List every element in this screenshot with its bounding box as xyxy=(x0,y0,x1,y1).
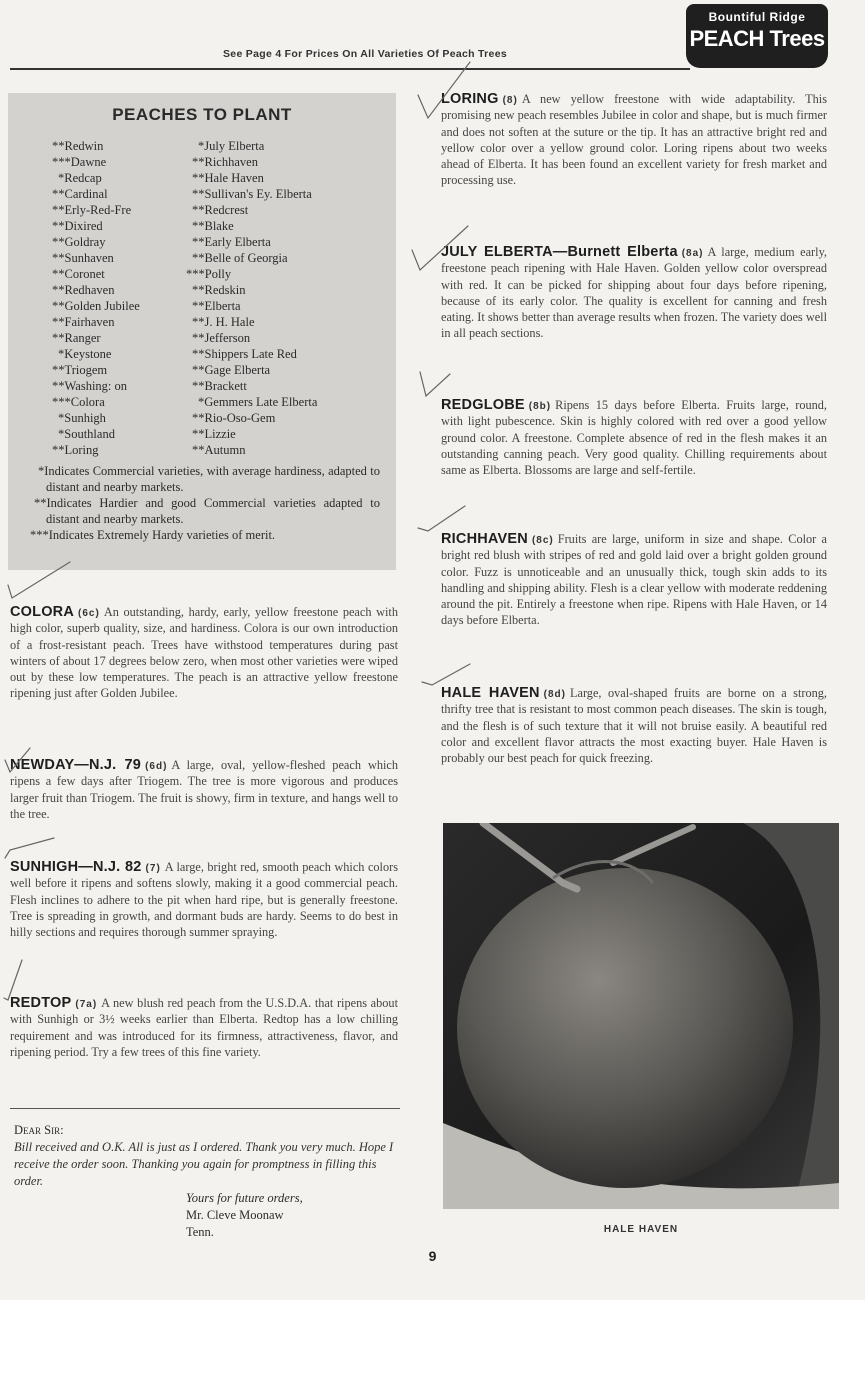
variety-item: **Lizzie xyxy=(192,427,236,441)
variety-description: Ripens 15 days before Elberta. Fruits large, round, with light pubescence. Skin is highly colored with red over a good yellow ground color. A freestone. Complete absence of red in the flesh makes it an outstanding canning peach. Very good quality. Chilling requirements about same as Elberta. Blossoms are large and self-fertile. xyxy=(441,398,827,478)
letter-body: Bill received and O.K. All is just as I ordered. Thank you very much. Hope I receive the order soon. Thanking you again for promptness in filling this order. xyxy=(14,1140,394,1188)
variety-item: **Redwin xyxy=(52,139,104,153)
variety-item: ***Polly xyxy=(186,267,232,281)
variety-item: **Coronet xyxy=(52,267,105,281)
variety-item: **Redhaven xyxy=(52,283,115,297)
variety-item: **Belle of Georgia xyxy=(192,251,288,265)
box-title: PEACHES TO PLANT xyxy=(112,105,292,124)
variety-item: *Sunhigh xyxy=(58,411,106,425)
check-mark-icon xyxy=(412,226,468,270)
variety-item: **Shippers Late Red xyxy=(192,347,297,361)
check-mark-icon xyxy=(420,372,450,396)
variety-description: Large, oval-shaped fruits are borne on a strong, thrifty tree that is resistant to most common peach diseases. The skin is tough, and the flesh is of such texture that it will not bruise easily. A beautiful red color and excellent flavor attracts the most exacting buyer. Hale Haven is probably our best peach for quick freezing. xyxy=(441,686,827,766)
letter-place: Tenn. xyxy=(186,1225,214,1239)
variety-name: NEWDAY—N.J. 79 xyxy=(10,757,142,773)
variety-item: **Jefferson xyxy=(192,331,251,345)
variety-description: A new yellow freestone with wide adaptability. This promising new peach resembles Jubilee in color and shape, but is much firmer and does not soften at the suture or the tip. It has an attractive bright red and yellow color over a yellow ground color. Loring ripens about two weeks ahead of Elberta. It has been found an excellent variety for fresh market and processing use. xyxy=(441,92,827,188)
legend-note: *Indicates Commercial varieties, with average hardiness, adapted to distant and nearby markets. xyxy=(38,464,380,494)
variety-item: **Ranger xyxy=(52,331,101,345)
variety-item: **Golden Jubilee xyxy=(52,299,140,313)
check-mark-icon xyxy=(418,506,465,531)
price-reference-header: See Page 4 For Prices On All Varieties Of Peach Trees xyxy=(223,48,507,60)
variety-item: **Redskin xyxy=(192,283,246,297)
variety-code: (6d) xyxy=(145,761,168,772)
variety-item: *Southland xyxy=(58,427,115,441)
variety-item: *Gemmers Late Elberta xyxy=(198,395,318,409)
variety-item: **Loring xyxy=(52,443,99,457)
variety-item: ***Colora xyxy=(52,395,105,409)
page-number: 9 xyxy=(428,1248,437,1264)
testimonial-letter xyxy=(14,1122,402,1241)
variety-name: COLORA xyxy=(10,604,75,620)
variety-item: **Hale Haven xyxy=(192,171,264,185)
variety-code: (8c) xyxy=(531,535,554,546)
logo-top-text: Bountiful Ridge xyxy=(708,10,806,24)
hale-haven-photo xyxy=(443,823,839,1209)
variety-name: HALE HAVEN xyxy=(441,685,540,701)
legend-note: ***Indicates Extremely Hardy varieties of merit. xyxy=(30,528,276,542)
variety-name: LORING xyxy=(441,91,499,107)
variety-description: A large, medium early, freestone peach ripening with Hale Haven. Golden yellow color overspread with red. It can be picked for shipping about four days before ripening, because of its early color. The quality is excellent for canning and fresh eating. It shows better than average results when frozen. The variety does well in all peach sections. xyxy=(441,245,827,341)
check-mark-icon xyxy=(422,664,470,685)
variety-description: A large, bright red, smooth peach which colors well before it ripens and softens slowly, making it a good commercial peach. Flesh inclines to adhere to the pit when hard ripe, but is generally freestone. Tree is spreading in growth, and dormant buds are hardy. Seems to do best in hilly sections and requires thorough summer spraying. xyxy=(10,860,398,940)
variety-code: (8) xyxy=(502,95,518,106)
variety-item: **Cardinal xyxy=(52,187,108,201)
variety-item: **Washing: on xyxy=(52,379,128,393)
variety-code: (8a) xyxy=(681,248,704,259)
variety-item: **Autumn xyxy=(192,443,246,457)
variety-name: REDGLOBE xyxy=(441,397,525,413)
variety-description: A large, oval, yellow-fleshed peach which ripens a few days after Triogem. The tree is more vigorous and produces larger fruit than Triogem. The fruit is showy, firm in texture, and hangs well to the tree. xyxy=(10,758,398,821)
peach-photo-illustration xyxy=(443,823,839,1209)
letter-salutation: Dear Sir: xyxy=(14,1123,64,1137)
letter-signature: Mr. Cleve Moonaw xyxy=(186,1208,284,1222)
variety-item: **Richhaven xyxy=(192,155,258,169)
legend-note: **Indicates Hardier and good Commercial varieties adapted to distant and nearby markets. xyxy=(34,496,380,526)
variety-item: **Triogem xyxy=(52,363,108,377)
check-mark-icon xyxy=(5,748,30,772)
variety-code: (8d) xyxy=(543,689,566,700)
variety-item: **Blake xyxy=(192,219,234,233)
variety-item: **Dixired xyxy=(52,219,103,233)
variety-name: REDTOP xyxy=(10,995,72,1011)
check-mark-icon xyxy=(4,960,22,1000)
variety-item: **Rio-Oso-Gem xyxy=(192,411,276,425)
variety-item: **Brackett xyxy=(192,379,247,393)
variety-name: RICHHAVEN xyxy=(441,531,528,547)
variety-item: *Redcap xyxy=(58,171,102,185)
check-mark-icon xyxy=(418,62,470,118)
variety-description: A new blush red peach from the U.S.D.A. that ripens about with Sunhigh or 3½ weeks earlier than Elberta. Redtop has a low chilling requirement and was introduced for its firmness, attractiveness, flavor, and ripening period. Try a few trees of this fine variety. xyxy=(10,996,398,1059)
variety-item: **Elberta xyxy=(192,299,241,313)
variety-description: Fruits are large, uniform in size and shape. Color a bright red blush with stripes of red and gold laid over a bright golden ground color. Fuzz is unnoticeable and an unusually thick, tough skin adds to its handling and shipping ability. Flesh is a clear yellow with moderate reddening around the pit. Entirely a freestone when ripe. Ripens with Hale Haven, or 14 days before Elberta. xyxy=(441,532,827,628)
peach-shape xyxy=(457,868,793,1188)
variety-item: **Gage Elberta xyxy=(192,363,271,377)
variety-item: **Goldray xyxy=(52,235,106,249)
variety-item: **Redcrest xyxy=(192,203,249,217)
variety-item: **J. H. Hale xyxy=(192,315,255,329)
variety-item: **Sullivan's Ey. Elberta xyxy=(192,187,312,201)
letter-closing: Yours for future orders, xyxy=(186,1191,303,1205)
check-mark-icon xyxy=(5,838,54,858)
variety-item: ***Dawne xyxy=(52,155,107,169)
letter-divider xyxy=(10,1108,400,1109)
variety-description: An outstanding, hardy, early, yellow freestone peach with high color, superb quality, size, and hardiness. Colora is our own introduction of a frost-resistant peach. Trees have withstood temperatures during past winters of about 17 degrees below zero, when most other varieties were wiped out by these low temperatures. The peach is an attractive yellow freestone ripening just after Golden Jubilee. xyxy=(10,605,398,701)
variety-name: SUNHIGH—N.J. 82 xyxy=(10,859,142,875)
variety-item: **Early Elberta xyxy=(192,235,271,249)
variety-code: (7a) xyxy=(75,999,98,1010)
variety-code: (6c) xyxy=(78,608,100,619)
variety-code: (8b) xyxy=(528,401,552,412)
variety-item: **Erly-Red-Fre xyxy=(52,203,132,217)
variety-item: **Fairhaven xyxy=(52,315,115,329)
photo-caption: HALE HAVEN xyxy=(603,1224,679,1235)
logo-main-text: PEACH Trees xyxy=(689,26,825,51)
variety-item: *July Elberta xyxy=(198,139,265,153)
variety-name: JULY ELBERTA—Burnett Elberta xyxy=(441,244,678,260)
variety-item: *Keystone xyxy=(58,347,112,361)
variety-item: **Sunhaven xyxy=(52,251,114,265)
variety-code: (7) xyxy=(145,863,161,874)
check-mark-icon xyxy=(8,562,70,598)
